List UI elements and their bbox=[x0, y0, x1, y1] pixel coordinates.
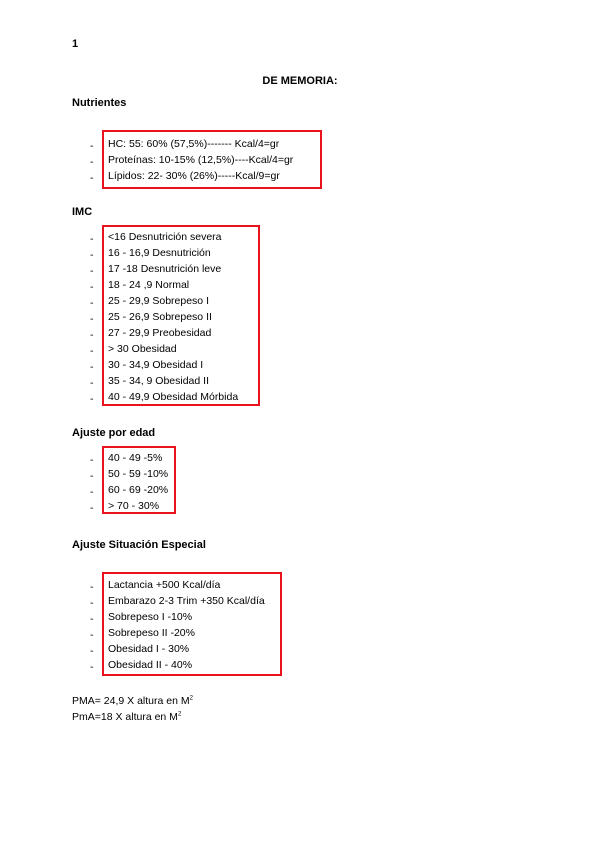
formula-pma-upper: PMA= 24,9 X altura en $M^2$ bbox=[72, 695, 193, 707]
superscript: 2 bbox=[189, 695, 193, 702]
bullet: - bbox=[90, 502, 94, 514]
bullet: - bbox=[90, 645, 94, 657]
list-item: 60 - 69 -20% bbox=[108, 484, 169, 496]
list-item: Sobrepeso I -10% bbox=[108, 611, 193, 623]
list-item: Obesidad I - 30% bbox=[108, 643, 190, 655]
heading-imc: IMC bbox=[72, 206, 93, 218]
bullet: - bbox=[90, 313, 94, 325]
list-item: > 70 - 30% bbox=[108, 500, 160, 512]
bullet: - bbox=[90, 581, 94, 593]
bullet: - bbox=[90, 377, 94, 389]
bullet: - bbox=[90, 249, 94, 261]
bullet: - bbox=[90, 329, 94, 341]
heading-ajuste-edad: Ajuste por edad bbox=[72, 427, 156, 439]
list-item: 25 - 26,9 Sobrepeso II bbox=[108, 311, 212, 323]
bullet: - bbox=[90, 297, 94, 309]
bullet: - bbox=[90, 629, 94, 641]
list-item: Proteínas: 10-15% (12,5%)----Kcal/4=gr bbox=[108, 154, 294, 166]
heading-ajuste-especial: Ajuste Situación Especial bbox=[72, 539, 206, 551]
list-item: 27 - 29,9 Preobesidad bbox=[108, 327, 212, 339]
list-item: Embarazo 2-3 Trim +350 Kcal/día bbox=[108, 595, 265, 607]
list-item: <16 Desnutrición severa bbox=[108, 231, 222, 243]
bullet: - bbox=[90, 470, 94, 482]
list-item: > 30 Obesidad bbox=[108, 343, 177, 355]
bullet: - bbox=[90, 140, 94, 152]
list-item: 40 - 49 -5% bbox=[108, 452, 163, 464]
bullet: - bbox=[90, 172, 94, 184]
bullet: - bbox=[90, 661, 94, 673]
list-item: 16 - 16,9 Desnutrición bbox=[108, 247, 211, 259]
list-item: 18 - 24 ,9 Normal bbox=[108, 279, 190, 291]
superscript: 2 bbox=[177, 711, 182, 718]
formula-pma-lower: PmA=18 X altura en $M^2$ bbox=[72, 711, 182, 723]
page-number: 1 bbox=[72, 38, 79, 50]
list-item: HC: 55: 60% (57,5%)------- Kcal/4=gr bbox=[108, 138, 280, 150]
list-item: Lípidos: 22- 30% (26%)-----Kcal/9=gr bbox=[108, 170, 280, 182]
list-item: 35 - 34, 9 Obesidad II bbox=[108, 375, 209, 387]
list-item: Obesidad II - 40% bbox=[108, 659, 193, 671]
bullet: - bbox=[90, 265, 94, 277]
list-item: 25 - 29,9 Sobrepeso I bbox=[108, 295, 209, 307]
heading-nutrientes: Nutrientes bbox=[72, 97, 127, 109]
page-title: DE MEMORIA: bbox=[262, 75, 338, 87]
list-item: 50 - 59 -10% bbox=[108, 468, 169, 480]
list-item: 30 - 34,9 Obesidad I bbox=[108, 359, 204, 371]
bullet: - bbox=[90, 233, 94, 245]
bullet: - bbox=[90, 361, 94, 373]
bullet: - bbox=[90, 486, 94, 498]
bullet: - bbox=[90, 454, 94, 466]
bullet: - bbox=[90, 345, 94, 357]
list-item: Lactancia +500 Kcal/día bbox=[108, 579, 221, 591]
list-item: Sobrepeso II -20% bbox=[108, 627, 195, 639]
bullet: - bbox=[90, 281, 94, 293]
list-item: 17 -18 Desnutrición leve bbox=[108, 263, 222, 275]
bullet: - bbox=[90, 597, 94, 609]
bullet: - bbox=[90, 156, 94, 168]
bullet: - bbox=[90, 393, 94, 405]
bullet: - bbox=[90, 613, 94, 625]
list-item: 40 - 49,9 Obesidad Mórbida bbox=[108, 391, 239, 403]
